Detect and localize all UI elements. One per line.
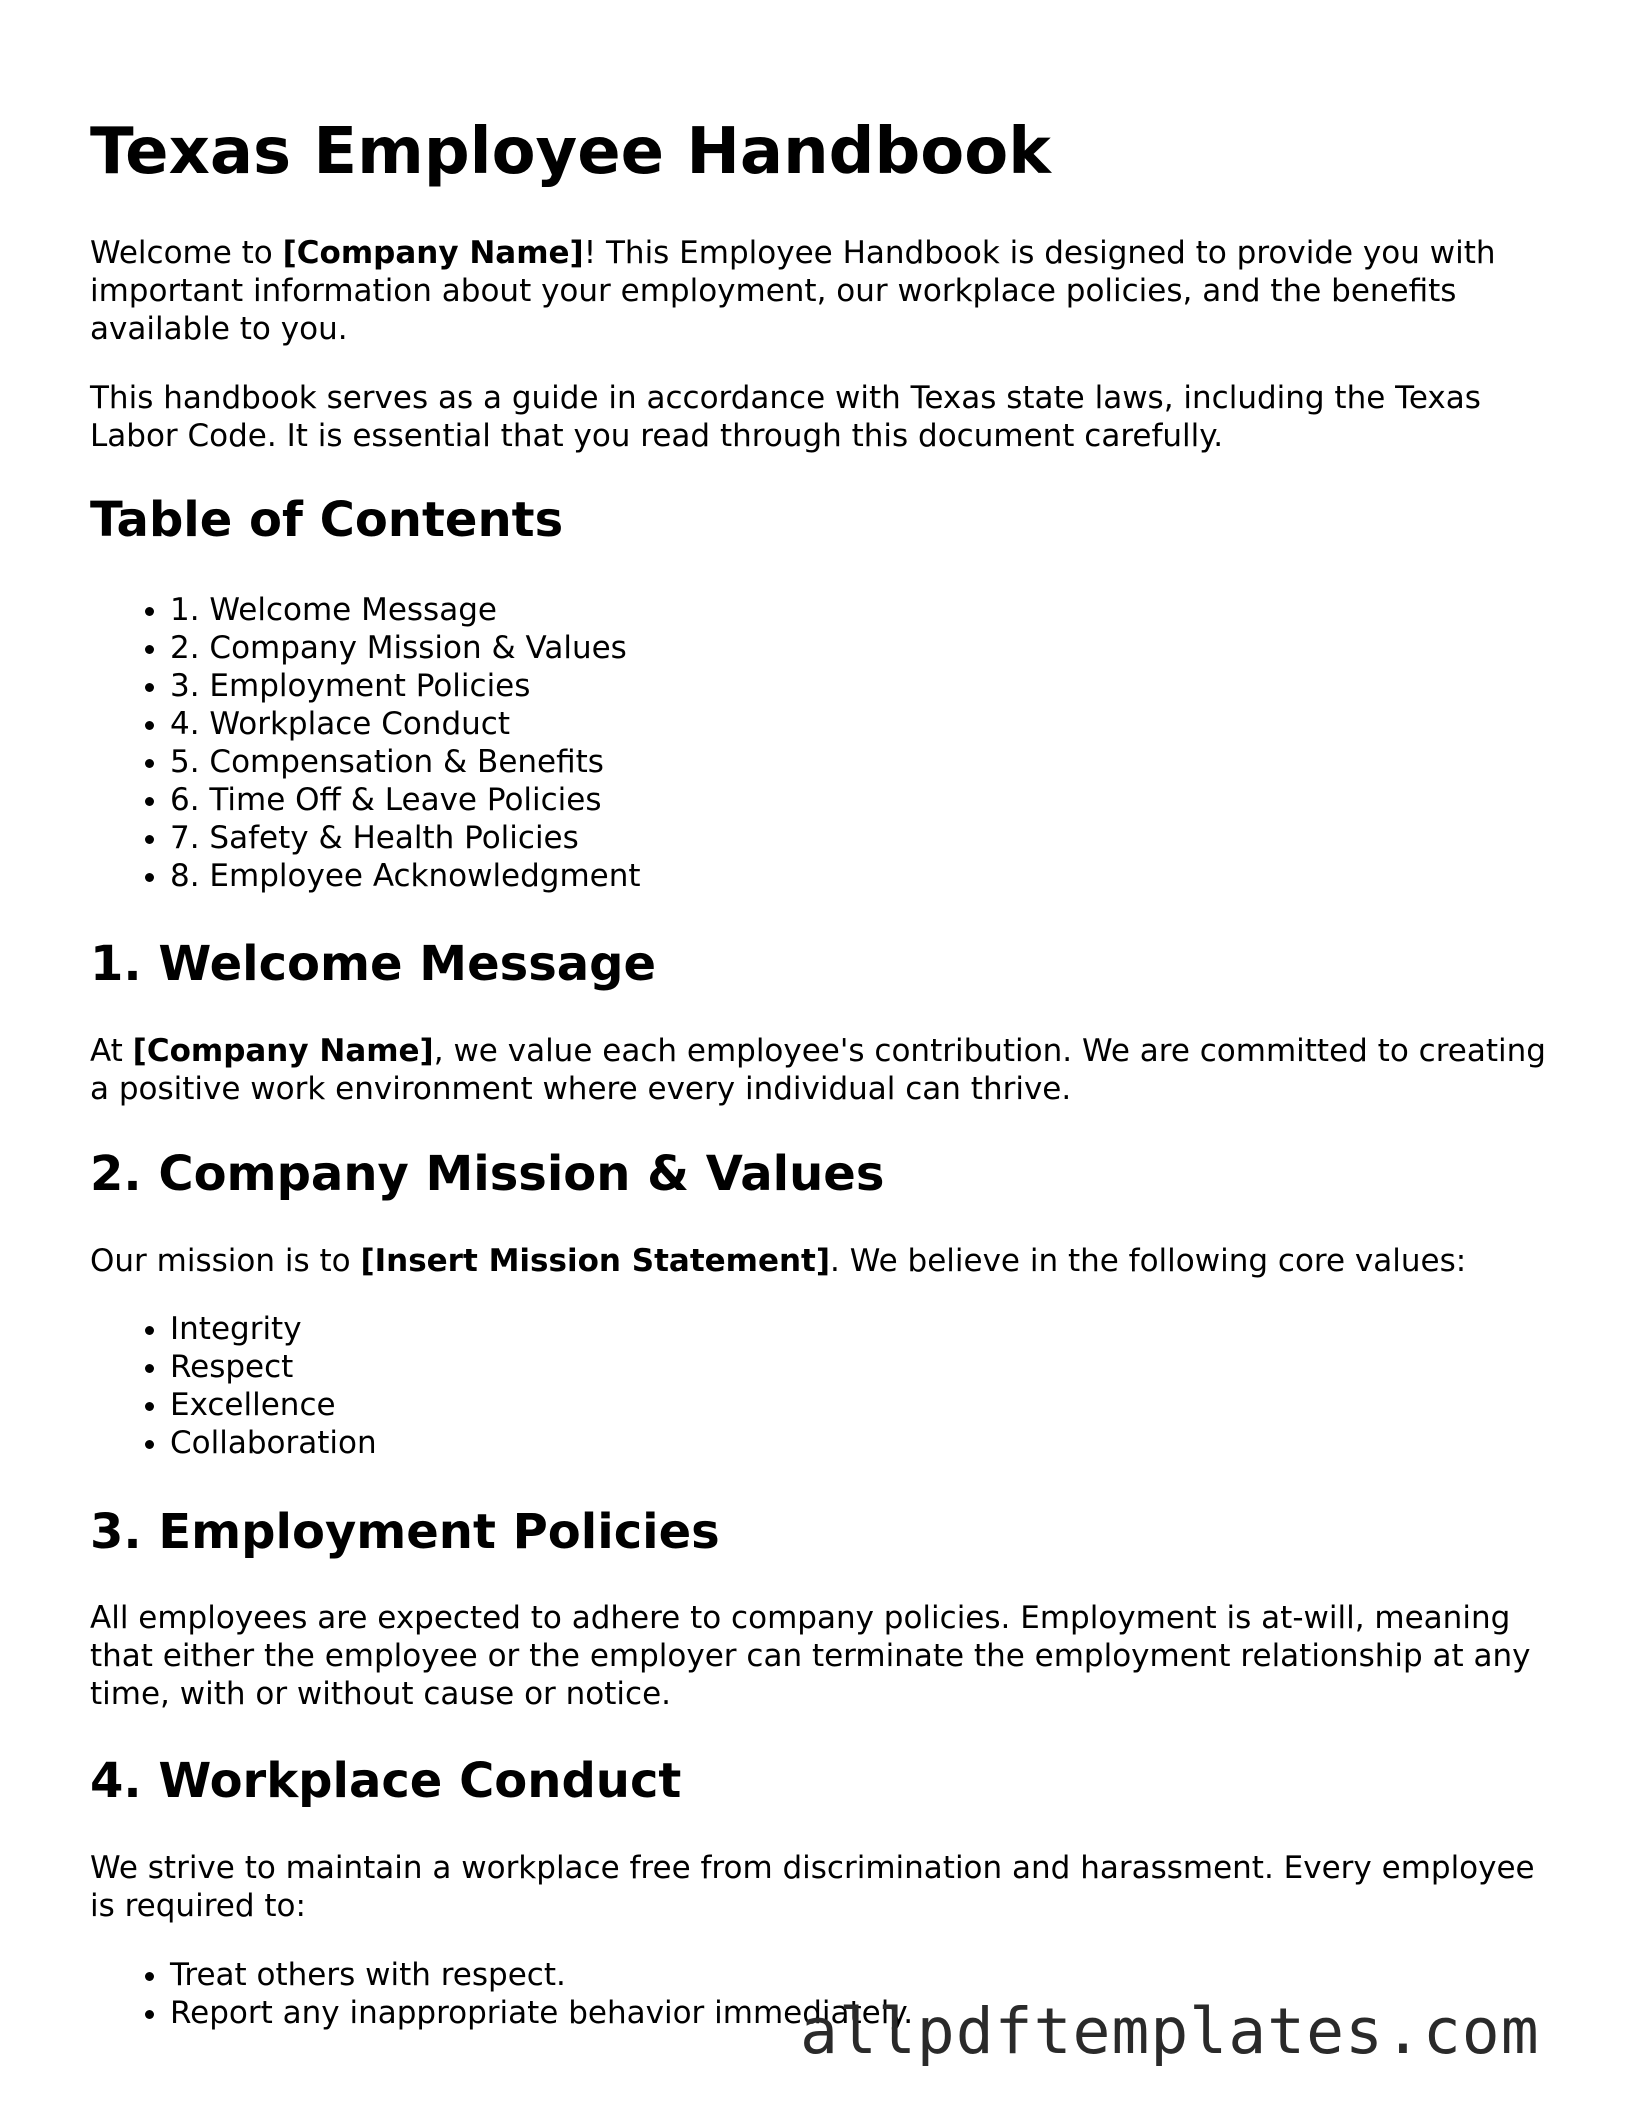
mission-heading: 2. Company Mission & Values (90, 1146, 885, 1202)
intro-text-after: ! This Employee Handbook is designed to provide you with important information about your employment, our workplace policies, and the benefits available to you. (90, 235, 1496, 347)
toc-item: • 3. Employment Policies (170, 667, 641, 705)
toc-heading: Table of Contents (90, 492, 564, 548)
toc-item: • 8. Employee Acknowledgment (170, 857, 641, 895)
welcome-text-after: , we value each employee's contribution. We are committed to creating a positive work environment where every individual can thrive. (90, 1033, 1546, 1107)
conduct-paragraph: We strive to maintain a workplace free from discrimination and harassment. Every employee is required to: (90, 1850, 1535, 1924)
conduct-item: • Treat others with respect. (170, 1956, 913, 1994)
mission-statement-placeholder: [Insert Mission Statement] (360, 1243, 831, 1279)
welcome-paragraph (90, 1032, 1560, 1108)
mission-text-before: Our mission is to (90, 1243, 361, 1279)
page-title: Texas Employee Handbook (90, 115, 1051, 189)
site-watermark: allpdftemplates.com (800, 1995, 1540, 2068)
core-value-item: • Collaboration (170, 1424, 377, 1462)
mission-paragraph (90, 1242, 1560, 1280)
intro-paragraph-2: This handbook serves as a guide in accordance with Texas state laws, including the Texas Labor Code. It is essential that you read through this document carefully. (90, 380, 1481, 454)
toc-item: • 6. Time Off & Leave Policies (170, 781, 641, 819)
core-values-list (90, 1310, 377, 1462)
core-value-item: • Excellence (170, 1386, 377, 1424)
core-value-item: • Integrity (170, 1310, 377, 1348)
conduct-item: • Report any inappropriate behavior immediately. (170, 1994, 913, 2032)
toc-list (90, 591, 641, 895)
toc-item: • 7. Safety & Health Policies (170, 819, 641, 857)
intro-text-before: Welcome to (90, 235, 283, 271)
core-value-item: • Respect (170, 1348, 377, 1386)
company-name-placeholder: [Company Name] (132, 1033, 434, 1069)
conduct-list (90, 1956, 913, 2032)
employment-heading: 3. Employment Policies (90, 1504, 720, 1560)
conduct-heading: 4. Workplace Conduct (90, 1753, 682, 1809)
toc-item: • 1. Welcome Message (170, 591, 641, 629)
toc-item: • 4. Workplace Conduct (170, 705, 641, 743)
toc-item: • 5. Compensation & Benefits (170, 743, 641, 781)
welcome-text-before: At (90, 1033, 133, 1069)
employment-paragraph: All employees are expected to adhere to company policies. Employment is at-will, meaning that either the employee or the employer can terminate the employment relationship at any time, with or without cause or notice. (90, 1600, 1531, 1712)
intro-paragraph-1 (90, 234, 1560, 348)
company-name-placeholder: [Company Name] (282, 235, 584, 271)
toc-item: • 2. Company Mission & Values (170, 629, 641, 667)
mission-text-after: . We believe in the following core values: (830, 1243, 1467, 1279)
welcome-heading: 1. Welcome Message (90, 936, 657, 992)
